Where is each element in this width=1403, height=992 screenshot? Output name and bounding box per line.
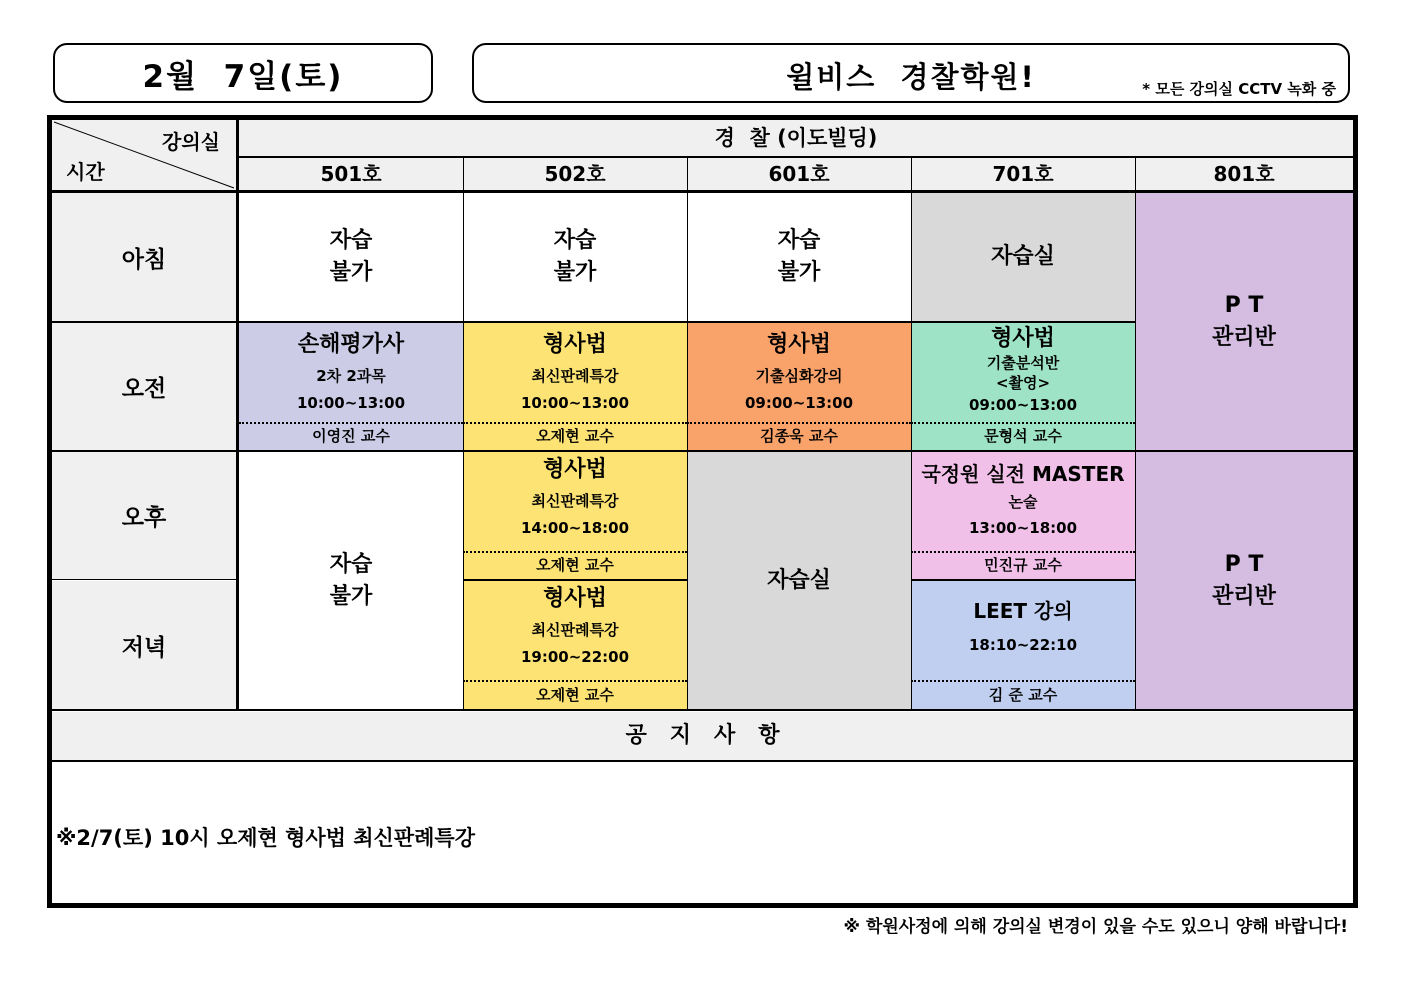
grid-line <box>687 157 688 709</box>
grid-line <box>52 709 1353 711</box>
cell-701-morning <box>911 193 1135 321</box>
dotted-separator <box>463 422 687 424</box>
cell-701-evening <box>911 581 1135 709</box>
dotted-separator <box>239 422 463 424</box>
row-label-text: 오후 <box>121 505 167 531</box>
grid-line <box>911 157 912 709</box>
lecture-subtitle: 기출분석반 <box>986 354 1060 372</box>
lecture-subtitle: 2차 2과목 <box>316 367 386 385</box>
grid-line <box>52 321 1135 323</box>
room-header-501 <box>239 157 463 190</box>
cell-501-pm-eve <box>239 452 463 709</box>
corner-time-label: 시간 <box>66 160 105 184</box>
lecture-title: 형사법 <box>767 332 831 357</box>
dotted-separator <box>463 551 687 553</box>
dotted-separator <box>911 680 1135 682</box>
cell-601-pm-eve <box>687 452 911 709</box>
dotted-separator <box>463 680 687 682</box>
notice-header <box>52 712 1353 760</box>
grid-line <box>463 579 687 581</box>
room-label: 501호 <box>320 161 382 186</box>
lecture-note: <촬영> <box>995 374 1051 392</box>
grid-line <box>463 157 464 709</box>
cell-text: 불가 <box>553 260 597 285</box>
lecture-time: 09:00~13:00 <box>744 394 854 412</box>
lecture-title: 국정원 실전 MASTER <box>921 462 1125 486</box>
lecture-subtitle: 최신판례특강 <box>531 367 619 385</box>
cell-801-bottom <box>1135 452 1353 709</box>
cell-text: 자습 <box>777 228 821 253</box>
date-box <box>53 43 433 103</box>
dotted-separator <box>911 551 1135 553</box>
cell-text: 자습실 <box>767 567 831 593</box>
grid-line <box>52 760 1353 762</box>
lecture-time: 13:00~18:00 <box>968 519 1078 537</box>
room-header-801 <box>1135 157 1353 190</box>
row-label-morning <box>52 193 236 321</box>
cell-text: 자습 <box>329 228 373 253</box>
professor-name: 민진규 교수 <box>984 556 1062 574</box>
lecture-time: 14:00~18:00 <box>520 519 630 537</box>
notice-heading: 공 지 사 항 <box>625 723 780 748</box>
row-label-evening <box>52 581 236 709</box>
corner-room-label: 강의실 <box>162 130 220 154</box>
grid-line <box>52 450 1353 452</box>
row-label-text: 아침 <box>121 246 167 273</box>
academy-title: 윌비스 경찰학원! <box>786 60 1036 94</box>
dotted-separator <box>687 422 911 424</box>
lecture-subtitle: 최신판례특강 <box>531 492 619 510</box>
notice-text: ※2/7(토) 10시 오제현 형사법 최신판례특강 <box>56 826 475 850</box>
cell-502-evening <box>463 581 687 709</box>
cell-text: 불가 <box>329 583 373 609</box>
row-label-text: 저녁 <box>121 634 167 661</box>
cell-text: 불가 <box>329 260 373 285</box>
cell-text: 불가 <box>777 260 821 285</box>
cell-text: 자습 <box>553 228 597 253</box>
lecture-time: 10:00~13:00 <box>520 394 630 412</box>
lecture-time: 18:10~22:10 <box>968 636 1078 654</box>
cell-501-morning <box>239 193 463 321</box>
cell-text: 관리반 <box>1212 324 1276 350</box>
lecture-title: LEET 강의 <box>973 599 1073 623</box>
cell-text: 자습 <box>329 551 373 577</box>
lecture-title: 형사법 <box>543 586 607 611</box>
professor-name: 김종욱 교수 <box>760 427 838 445</box>
room-header-502 <box>463 157 687 190</box>
row-label-text: 오전 <box>121 376 167 402</box>
grid-line <box>1135 157 1136 709</box>
grid-line <box>52 190 1353 193</box>
grid-line <box>236 120 239 709</box>
room-label: 801호 <box>1213 161 1275 186</box>
professor-name: 이영진 교수 <box>312 427 390 445</box>
lecture-title: 형사법 <box>991 326 1055 351</box>
lecture-title: 형사법 <box>543 457 607 482</box>
cell-text: P T <box>1224 551 1264 577</box>
lecture-time: 10:00~13:00 <box>296 394 406 412</box>
grid-line <box>52 579 239 580</box>
row-label-pm <box>52 452 236 579</box>
cell-502-pm <box>463 452 687 579</box>
professor-name: 오제현 교수 <box>536 556 614 574</box>
cell-701-pm <box>911 452 1135 579</box>
room-header-701 <box>911 157 1135 190</box>
professor-name: 문형석 교수 <box>984 427 1062 445</box>
lecture-time: 09:00~13:00 <box>968 396 1078 414</box>
room-label: 601호 <box>768 161 830 186</box>
footer-note: ※ 학원사정에 의해 강의실 변경이 있을 수도 있으니 양해 바랍니다! <box>843 917 1348 937</box>
building-header <box>239 120 1353 156</box>
lecture-subtitle: 최신판례특강 <box>531 621 619 639</box>
cell-text: P T <box>1224 292 1264 318</box>
cctv-note: * 모든 강의실 CCTV 녹화 중 <box>1142 80 1336 98</box>
professor-name: 오제현 교수 <box>536 686 614 704</box>
lecture-subtitle: 기출심화강의 <box>755 367 843 385</box>
cell-502-am <box>463 323 687 450</box>
grid-line <box>911 579 1135 581</box>
lecture-time: 19:00~22:00 <box>520 648 630 666</box>
cell-502-morning <box>463 193 687 321</box>
room-label: 502호 <box>544 161 606 186</box>
cell-601-am <box>687 323 911 450</box>
professor-name: 김 준 교수 <box>988 686 1058 704</box>
lecture-title: 손해평가사 <box>297 332 405 357</box>
title-box <box>472 43 1350 103</box>
cell-601-morning <box>687 193 911 321</box>
room-label: 701호 <box>992 161 1054 186</box>
cell-501-am <box>239 323 463 450</box>
cell-701-am <box>911 323 1135 450</box>
professor-name: 오제현 교수 <box>536 427 614 445</box>
lecture-subtitle: 논술 <box>1008 493 1038 511</box>
grid-line <box>239 156 1353 158</box>
cell-801-top <box>1135 193 1353 450</box>
date-label: 2월 7일(토) <box>142 58 344 95</box>
timetable <box>47 115 1358 908</box>
room-header-601 <box>687 157 911 190</box>
cell-text: 관리반 <box>1212 583 1276 609</box>
dotted-separator <box>911 422 1135 424</box>
lecture-title: 형사법 <box>543 332 607 357</box>
cell-text: 자습실 <box>991 244 1055 269</box>
building-label: 경 찰 (이도빌딩) <box>714 126 878 150</box>
row-label-am <box>52 323 236 450</box>
